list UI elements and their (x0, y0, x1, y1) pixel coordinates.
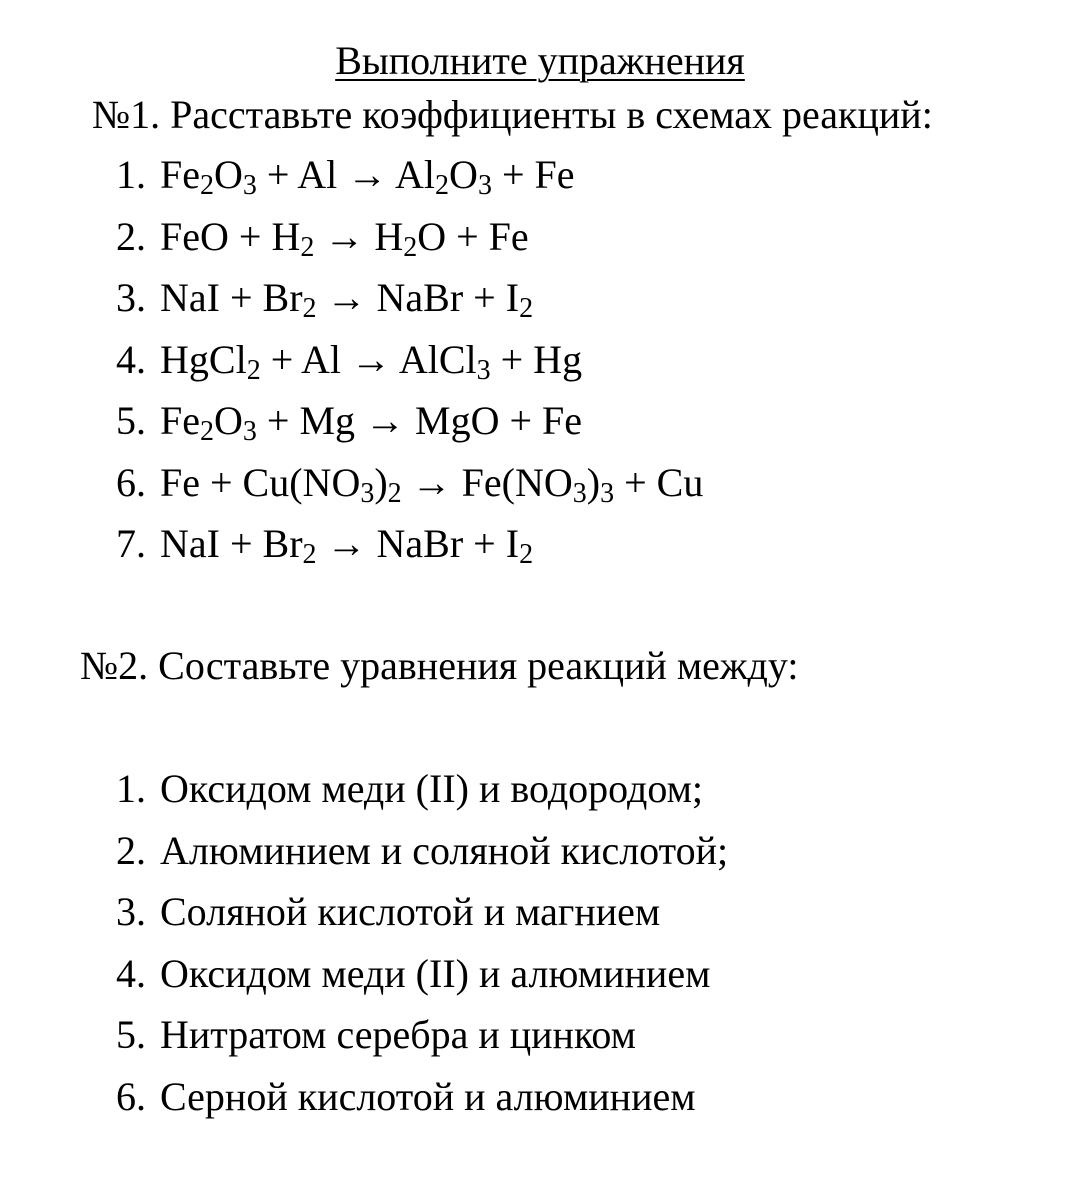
formula-subscript: 2 (200, 416, 214, 447)
task2-heading: №2. Составьте уравнения реакций между: (80, 643, 799, 688)
list-item (116, 826, 728, 888)
reaction-item (116, 519, 703, 581)
reaction-item (116, 273, 703, 335)
reaction-formula: NaI + $Br_2$ → NaBr + $I_2$ (160, 275, 534, 324)
item-text: Нитратом серебра и цинком (160, 1012, 636, 1057)
formula-subscript: 3 (477, 170, 492, 201)
item-number: 3. (116, 275, 146, 320)
reaction-item (116, 150, 703, 212)
list-item (116, 949, 728, 1011)
item-number: 4. (116, 336, 146, 382)
formula-subscript: 3 (242, 170, 257, 201)
reaction-formula: NaI + $Br_2$ → NaBr + $I_2$ (160, 521, 534, 570)
formula-subscript: 3 (476, 354, 491, 386)
item-number: 5. (116, 1012, 146, 1057)
formula-subscript: 2 (246, 354, 261, 386)
item-number: 1. (116, 152, 146, 197)
reaction-item (116, 212, 703, 274)
item-text: Соляной кислотой и магнием (160, 889, 661, 934)
formula-subscript: 2 (519, 539, 534, 570)
item-text: Оксидом меди (II) и алюминием (160, 950, 711, 996)
item-number: 1. (116, 766, 146, 811)
item-text: Оксидом меди (II) и водородом; (160, 766, 704, 811)
task1-heading: №1. Расставьте коэффициенты в схемах реакций: (92, 92, 933, 137)
item-number: 2. (116, 213, 146, 259)
formula-subscript: 2 (302, 293, 317, 324)
item-number: 3. (116, 889, 146, 934)
task2-reaction-list (116, 764, 728, 1133)
list-item (116, 1072, 728, 1134)
formula-subscript: 3 (360, 477, 375, 509)
formula-subscript: 3 (572, 477, 587, 509)
formula-subscript: 2 (200, 170, 214, 201)
reaction-item (116, 458, 703, 520)
reaction-formula: HgCl$_2$ + Al → AlCl$_3$ + Hg (160, 336, 583, 386)
item-text: Алюминием и соляной кислотой; (160, 827, 729, 873)
list-item (116, 1010, 728, 1072)
formula-subscript: 2 (435, 170, 450, 201)
item-number: 7. (116, 521, 146, 566)
list-item (116, 764, 728, 826)
page-title (0, 36, 1080, 86)
item-number: 5. (116, 398, 146, 443)
formula-subscript: 2 (519, 293, 534, 324)
item-text: Серной кислотой и алюминием (160, 1073, 696, 1119)
list-item (116, 887, 728, 949)
formula-subscript: 3 (600, 477, 615, 509)
formula-subscript: 2 (302, 539, 317, 570)
formula-subscript: 2 (300, 231, 315, 263)
item-number: 2. (116, 827, 146, 873)
reaction-item (116, 396, 703, 458)
item-number: 6. (116, 459, 146, 505)
reaction-item (116, 335, 703, 397)
item-number: 6. (116, 1073, 146, 1119)
page-title-text: Выполните упражнения (335, 38, 745, 83)
item-number: 4. (116, 950, 146, 996)
formula-subscript: 2 (387, 477, 402, 509)
task1-reaction-list (116, 150, 703, 581)
formula-subscript: 3 (242, 416, 257, 447)
reaction-formula: $Fe_2O_3 + Al \to Al_2O_3 + Fe$ (160, 152, 575, 201)
reaction-formula: $Fe_2O_3 + Mg$ → MgO + Fe (160, 398, 583, 447)
reaction-formula: FeO + $H_2 \to H_2O + Fe$ (160, 213, 529, 263)
reaction-formula: $Fe + Cu(NO_3)_2 \to Fe(NO_3)_3 + Cu$ (160, 459, 704, 509)
formula-subscript: 2 (403, 231, 418, 263)
